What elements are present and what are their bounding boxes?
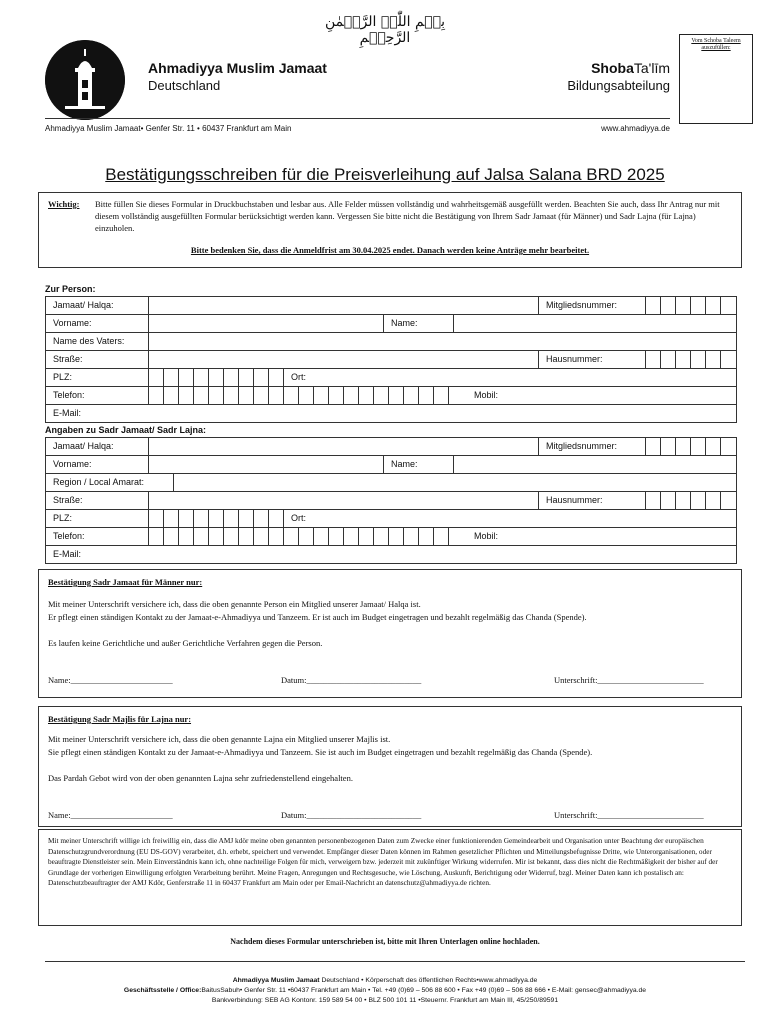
sadr-row-zip <box>46 510 736 528</box>
sadr-member-no-label-cell <box>538 438 646 455</box>
person-row-zip <box>46 369 736 387</box>
phone-field[interactable] <box>148 387 448 404</box>
zip-field[interactable] <box>148 369 283 386</box>
mobile-label: Mobil: <box>474 390 499 400</box>
street-field[interactable] <box>148 351 539 368</box>
office-use-box[interactable] <box>679 34 753 124</box>
zip-label: PLZ: <box>53 372 73 382</box>
footer-org-info: Deutschland • Körperschaft des öffentlichen Rechts•www.ahmadiyya.de <box>319 977 538 984</box>
person-form <box>45 296 737 423</box>
confirmation-men-line3: Es laufen keine Gerichtliche und außer Gerichtliche Verfahren gegen die Person. <box>48 638 323 648</box>
sadr-street-field[interactable] <box>148 492 539 509</box>
sadr-mobile-label: Mobil: <box>474 531 499 541</box>
closing-instruction: Nachdem dieses Formular unterschrieben ist, bitte mit Ihren Unterlagen online hochladen. <box>230 937 540 946</box>
name-label-cell <box>383 315 454 332</box>
mobile-cell[interactable] <box>448 387 737 404</box>
name-field[interactable] <box>453 315 737 332</box>
house-no-field[interactable] <box>645 351 735 368</box>
sadr-mobile-cell[interactable] <box>448 528 737 545</box>
men-signature-field[interactable]: Unterschrift:_________________________ <box>554 675 704 685</box>
region-field[interactable] <box>173 474 737 491</box>
lajna-signature-field[interactable]: Unterschrift:_________________________ <box>554 810 704 820</box>
sadr-house-no-label-cell <box>538 492 646 509</box>
first-name-field[interactable] <box>148 315 384 332</box>
house-no-label-cell <box>538 351 646 368</box>
footer-line-1 <box>0 977 770 984</box>
footer-org-name: Ahmadiyya Muslim Jamaat <box>232 977 320 984</box>
sadr-name-label: Name: <box>391 459 418 469</box>
first-name-label: Vorname: <box>53 318 92 328</box>
name-label: Name: <box>391 318 418 328</box>
department-bold: Shoba <box>591 60 634 76</box>
member-no-label-cell <box>538 297 646 314</box>
city-cell[interactable] <box>283 369 737 386</box>
page-title: Bestätigungsschreiben für die Preisverleihung auf Jalsa Salana BRD 2025 <box>105 165 665 184</box>
sadr-row-email[interactable] <box>46 546 736 563</box>
sadr-house-no-label: Hausnummer: <box>546 495 603 505</box>
sadr-row-name <box>46 456 736 474</box>
confirmation-lajna-line2: Sie pflegt einen ständigen Kontakt zu der Jamaat-e-Ahmadiyya und Tanzeem. Sie ist auch im Budget eingetragen und bezahlt regelmäßig das Chanda (Spende). <box>48 747 593 757</box>
notice-label: Wichtig: <box>48 199 80 209</box>
sadr-phone-field[interactable] <box>148 528 448 545</box>
confirmation-lajna-line3: Das Pardah Gebot wird von der oben genannten Lajna sehr zufriedenstellend eingehalten. <box>48 773 353 783</box>
sadr-street-label: Straße: <box>53 495 83 505</box>
footer-office-info: BaitusSabuh• Genfer Str. 11 •60437 Frankfurt am Main • Tel. +49 (0)69 – 506 88 600 • Fax +49 (0)69 – 506 88 666 • E-Mail: gensec@ahmadiyya.de <box>201 987 647 994</box>
sadr-email-label: E-Mail: <box>53 549 82 559</box>
men-name-signature-field[interactable]: Name:________________________ <box>48 675 173 685</box>
sadr-jamaat-field[interactable] <box>148 438 539 455</box>
sadr-name-field[interactable] <box>453 456 737 473</box>
sadr-section-title: Angaben zu Sadr Jamaat/ Sadr Lajna: <box>45 425 207 435</box>
footer-divider <box>45 961 745 962</box>
sadr-house-no-field[interactable] <box>645 492 735 509</box>
person-row-street <box>46 351 736 369</box>
department-subtitle: Bildungsabteilung <box>567 78 670 93</box>
sadr-row-street <box>46 492 736 510</box>
confirmation-lajna-line1: Mit meiner Unterschrift versichere ich, dass die oben genannte Lajna ein Mitglied unserer Majlis ist. <box>48 734 391 744</box>
sadr-jamaat-label: Jamaat/ Halqa: <box>53 441 114 451</box>
sadr-member-no-label: Mitgliedsnummer: <box>546 441 618 451</box>
data-consent-box <box>38 829 742 926</box>
house-no-label: Hausnummer: <box>546 354 603 364</box>
street-label: Straße: <box>53 354 83 364</box>
footer-office-label: Geschäftsstelle / Office: <box>123 987 202 994</box>
sadr-row-region <box>46 474 736 492</box>
jamaat-field[interactable] <box>148 297 539 314</box>
region-label: Region / Local Amarat: <box>53 477 145 487</box>
email-label: E-Mail: <box>53 408 82 418</box>
footer-line-2 <box>0 987 770 994</box>
sadr-zip-field[interactable] <box>148 510 283 527</box>
department-rest: Ta'līm <box>633 60 670 76</box>
data-consent-text: Mit meiner Unterschrift willige ich freiwillig ein, dass die AMJ kdör meine oben genannten personenbezogenen Daten zum Zwecke einer funktionierenden Gemeindearbeit und Organisation unter Beachtung der europäischen Datenschutzgrundverordnung (EU DS-GOV) verarbeitet, d.h. erhebt, speichert und verwendet. Empfänger dieser Daten können im Rahmen gesetzlicher Pflichten und Mitteilungsbefugnisse Dritte, wie Unterorganisationen, oder beauftragte Dienstleister sein. Mein Einverständnis kann ich, ohne nachteilige Folgen für mich, verweigern bzw. jederzeit mit zukünftiger Wirkung widerrufen. Mir ist bekannt, dass dies nicht die Rechtmäßigkeit der bisher auf der Grundlage der vorherigen Einwilligung erfolgten Verarbeitung berührt. Meine Fragen, Anregungen und Rechtsgesuche, wie Löschung, Auskunft, Berichtigung oder Widerruf, bzgl. Meiner Daten kann ich postalisch an: Datenschutzbeauftragter der AMJ Kdör, Genferstraße 11 in 60437 Frankfurt am Main oder per Email-Nachricht an datenschutz@ahmadiyya.de richten. <box>48 836 718 887</box>
important-notice <box>38 192 742 268</box>
org-country: Deutschland <box>148 78 221 93</box>
person-row-name <box>46 315 736 333</box>
city-label: Ort: <box>291 372 306 382</box>
father-label: Name des Vaters: <box>53 336 125 346</box>
member-no-field[interactable] <box>645 297 735 314</box>
lajna-date-field[interactable]: Datum:___________________________ <box>281 810 422 820</box>
org-name: Ahmadiyya Muslim Jamaat <box>148 60 327 76</box>
confirmation-lajna-title: Bestätigung Sadr Majlis für Lajna nur: <box>48 714 192 724</box>
sadr-city-cell[interactable] <box>283 510 737 527</box>
sadr-first-name-label: Vorname: <box>53 459 92 469</box>
confirmation-men-box <box>38 569 742 698</box>
confirmation-men-title: Bestätigung Sadr Jamaat für Männer nur: <box>48 577 203 587</box>
confirmation-men-line2: Er pflegt einen ständigen Kontakt zu der Jamaat-e-Ahmadiyya und Tanzeem. Er ist auch im Budget eingetragen und bezahlt regelmäßig das Chanda (Spende). <box>48 612 587 622</box>
office-use-label: Vom Schoba Taleem auszufüllen: <box>691 38 741 51</box>
father-field[interactable] <box>148 333 737 350</box>
notice-text: Bitte füllen Sie dieses Formular in Druckbuchstaben und lesbar aus. Alle Felder müssen vollständig und wahrheitsgemäß ausgefüllt werden. Beachten Sie auch, dass Ihr Antrag nur mit diesem vollständig ausgefüllten Formular berücksichtigt werden kann. Vergessen Sie bitte nicht die Bestätigung von Ihrem Sadr Jamaat (für Männer) und Sadr Lajna (für Lajna) einzuholen. <box>95 199 720 233</box>
footer-bank-info: Bankverbindung: SEB AG Kontonr. 159 589 54 00 • BLZ 500 101 11 •Steuernr. Frankfurt am Main III, 45/250/89591 <box>211 997 559 1004</box>
lajna-name-signature-field[interactable]: Name:________________________ <box>48 810 173 820</box>
mosque-minaret-logo <box>45 40 125 120</box>
header-website: www.ahmadiyya.de <box>601 124 670 133</box>
jamaat-label: Jamaat/ Halqa: <box>53 300 114 310</box>
deadline-notice: Bitte bedenken Sie, dass die Anmeldfrist am 30.04.2025 endet. Danach werden keine Anträge mehr bearbeitet. <box>190 245 590 255</box>
confirmation-lajna-box <box>38 706 742 827</box>
person-row-jamaat <box>46 297 736 315</box>
sadr-row-jamaat <box>46 438 736 456</box>
phone-label: Telefon: <box>53 390 85 400</box>
sadr-name-label-cell <box>383 456 454 473</box>
person-section-title: Zur Person: <box>45 284 96 294</box>
person-row-email[interactable] <box>46 405 736 422</box>
men-date-field[interactable]: Datum:___________________________ <box>281 675 422 685</box>
sadr-member-no-field[interactable] <box>645 438 735 455</box>
header-address: Ahmadiyya Muslim Jamaat• Genfer Str. 11 • 60437 Frankfurt am Main <box>45 124 292 133</box>
person-row-father <box>46 333 736 351</box>
bismillah-calligraphy: بِسۡمِ اللّٰہِ الرَّحۡمٰنِ الرَّحِیۡمِ <box>325 14 445 46</box>
confirmation-men-line1: Mit meiner Unterschrift versichere ich, dass die oben genannte Person ein Mitglied unserer Jamaat/ Halqa ist. <box>48 599 421 609</box>
person-row-phone <box>46 387 736 405</box>
header-divider <box>45 118 670 119</box>
department-title <box>591 60 670 76</box>
sadr-first-name-field[interactable] <box>148 456 384 473</box>
member-no-label: Mitgliedsnummer: <box>546 300 618 310</box>
sadr-form <box>45 437 737 564</box>
sadr-city-label: Ort: <box>291 513 306 523</box>
sadr-phone-label: Telefon: <box>53 531 85 541</box>
sadr-row-phone <box>46 528 736 546</box>
sadr-zip-label: PLZ: <box>53 513 73 523</box>
